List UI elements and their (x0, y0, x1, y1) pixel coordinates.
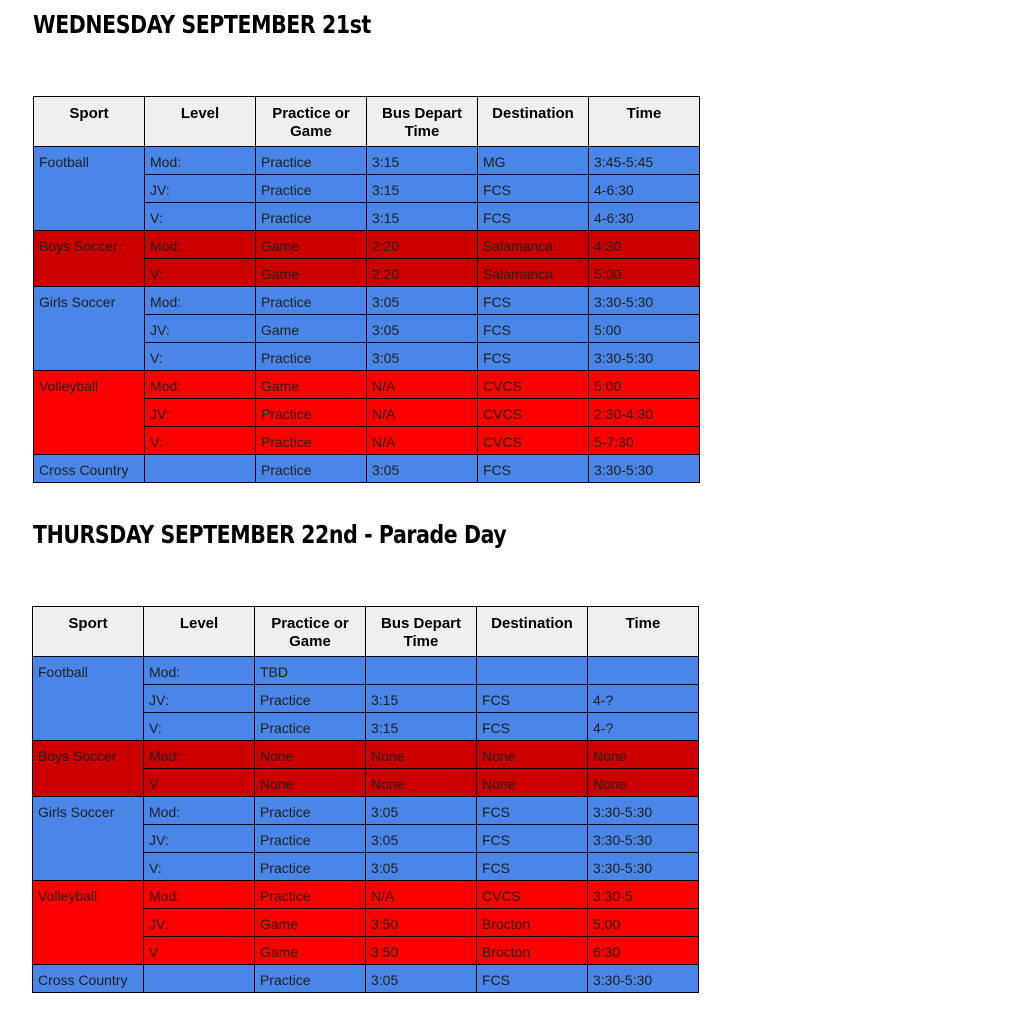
bus-cell: 3:50 (366, 937, 477, 965)
level-cell: Mod: (144, 741, 255, 769)
sport-cell: Girls Soccer (33, 797, 144, 881)
destination-cell: FCS (478, 287, 589, 315)
header-time: Time (588, 607, 699, 657)
time-cell: 3:30-5:30 (589, 455, 700, 483)
bus-cell: N/A (367, 427, 478, 455)
bus-cell: N/A (367, 399, 478, 427)
destination-cell: CVCS (478, 371, 589, 399)
destination-cell: CVCS (478, 399, 589, 427)
table-row (34, 371, 700, 399)
destination-cell: None (477, 769, 588, 797)
header-level: Level (145, 97, 256, 147)
destination-cell: Salamanca (478, 231, 589, 259)
bus-cell: 2:20 (367, 231, 478, 259)
time-cell: 4-? (588, 713, 699, 741)
type-cell: Practice (256, 147, 367, 175)
table-row (34, 455, 700, 483)
destination-cell: FCS (478, 343, 589, 371)
type-cell: Game (255, 909, 366, 937)
bus-cell: None (366, 741, 477, 769)
time-cell: 4-6:30 (589, 175, 700, 203)
level-cell: Mod: (145, 371, 256, 399)
time-cell: 3:30-5:30 (588, 853, 699, 881)
destination-cell: FCS (477, 965, 588, 993)
time-cell: 3:30-5:30 (588, 965, 699, 993)
bus-cell: 3:05 (366, 853, 477, 881)
level-cell: JV: (145, 315, 256, 343)
type-cell: Practice (255, 713, 366, 741)
table-row (34, 147, 700, 175)
time-cell: 6:30 (588, 937, 699, 965)
destination-cell: FCS (478, 315, 589, 343)
header-sport: Sport (33, 607, 144, 657)
time-cell: 3:45-5:45 (589, 147, 700, 175)
time-cell: 3:30-5:30 (588, 825, 699, 853)
type-cell: Practice (255, 825, 366, 853)
type-cell: Practice (256, 427, 367, 455)
header-practice-or-game: Practice or Game (256, 97, 367, 147)
bus-cell: 3:15 (366, 713, 477, 741)
bus-cell: None (366, 769, 477, 797)
time-cell: 5:00 (589, 371, 700, 399)
level-cell: V: (145, 259, 256, 287)
level-cell: Mod: (145, 287, 256, 315)
type-cell: Game (255, 937, 366, 965)
type-cell: Game (256, 231, 367, 259)
day-title-wednesday: WEDNESDAY SEPTEMBER 21st (33, 10, 371, 39)
level-cell: V: (144, 713, 255, 741)
destination-cell: FCS (477, 825, 588, 853)
bus-cell: 3:05 (366, 965, 477, 993)
bus-cell: 3:05 (367, 287, 478, 315)
time-cell: 2:30-4:30 (589, 399, 700, 427)
time-cell: 5-7:30 (589, 427, 700, 455)
destination-cell: FCS (478, 203, 589, 231)
header-bus-depart-time: Bus Depart Time (367, 97, 478, 147)
destination-cell: FCS (477, 797, 588, 825)
destination-cell: FCS (477, 713, 588, 741)
sport-cell: Cross Country (33, 965, 144, 993)
level-cell: V (144, 769, 255, 797)
time-cell: 3:30-5:30 (589, 287, 700, 315)
header-level: Level (144, 607, 255, 657)
destination-cell: FCS (478, 175, 589, 203)
type-cell: Practice (256, 399, 367, 427)
destination-cell: CVCS (477, 881, 588, 909)
level-cell: Mod: (145, 147, 256, 175)
table-row (33, 965, 699, 993)
destination-cell: FCS (477, 685, 588, 713)
bus-cell: 3:15 (367, 175, 478, 203)
sport-cell: Boys Soccer (33, 741, 144, 797)
header-sport: Sport (34, 97, 145, 147)
table-header-row (33, 607, 699, 657)
bus-cell: 3:05 (366, 797, 477, 825)
table-header-row (34, 97, 700, 147)
table-row (33, 881, 699, 909)
time-cell: 4-6:30 (589, 203, 700, 231)
level-cell: Mod: (144, 881, 255, 909)
level-cell (144, 965, 255, 993)
destination-cell: MG (478, 147, 589, 175)
level-cell: Mod: (144, 797, 255, 825)
time-cell: 4-? (588, 685, 699, 713)
schedule-table-thursday (32, 606, 699, 993)
bus-cell: 3:50 (366, 909, 477, 937)
bus-cell: 3:05 (367, 315, 478, 343)
table-row (33, 657, 699, 685)
destination-cell: FCS (477, 853, 588, 881)
sport-cell: Football (34, 147, 145, 231)
type-cell: Practice (256, 175, 367, 203)
level-cell: V: (145, 343, 256, 371)
schedule-table-wednesday (33, 96, 700, 483)
table-row (33, 797, 699, 825)
sport-cell: Girls Soccer (34, 287, 145, 371)
day-title-thursday: THURSDAY SEPTEMBER 22nd - Parade Day (33, 520, 507, 549)
level-cell (145, 455, 256, 483)
header-destination: Destination (477, 607, 588, 657)
level-cell: V: (144, 853, 255, 881)
type-cell: Practice (256, 343, 367, 371)
bus-cell (366, 657, 477, 685)
destination-cell (477, 657, 588, 685)
level-cell: V: (145, 203, 256, 231)
table-row (34, 287, 700, 315)
type-cell: Practice (255, 797, 366, 825)
destination-cell: FCS (478, 455, 589, 483)
sport-cell: Cross Country (34, 455, 145, 483)
level-cell: Mod: (145, 231, 256, 259)
table-row (34, 231, 700, 259)
header-bus-depart-time: Bus Depart Time (366, 607, 477, 657)
time-cell: 5:00 (589, 259, 700, 287)
sport-cell: Volleyball (34, 371, 145, 455)
time-cell: 3:30-5 (588, 881, 699, 909)
bus-cell: N/A (367, 371, 478, 399)
time-cell: 4:30 (589, 231, 700, 259)
type-cell: Game (256, 371, 367, 399)
bus-cell: 3:05 (367, 455, 478, 483)
bus-cell: 3:05 (366, 825, 477, 853)
header-time: Time (589, 97, 700, 147)
destination-cell: Brocton (477, 937, 588, 965)
sport-cell: Football (33, 657, 144, 741)
type-cell: Practice (256, 203, 367, 231)
type-cell: None (255, 741, 366, 769)
time-cell (588, 657, 699, 685)
type-cell: None (255, 769, 366, 797)
destination-cell: CVCS (478, 427, 589, 455)
level-cell: JV: (145, 399, 256, 427)
type-cell: Practice (255, 853, 366, 881)
level-cell: JV: (144, 825, 255, 853)
level-cell: V: (145, 427, 256, 455)
destination-cell: Salamanca (478, 259, 589, 287)
type-cell: Practice (255, 685, 366, 713)
level-cell: JV: (144, 909, 255, 937)
type-cell: Practice (255, 965, 366, 993)
level-cell: V (144, 937, 255, 965)
destination-cell: None (477, 741, 588, 769)
time-cell: None (588, 741, 699, 769)
time-cell: 5:00 (589, 315, 700, 343)
time-cell: 3:30-5:30 (588, 797, 699, 825)
destination-cell: Brocton (477, 909, 588, 937)
type-cell: Game (256, 315, 367, 343)
bus-cell: 3:05 (367, 343, 478, 371)
time-cell: None (588, 769, 699, 797)
type-cell: Game (256, 259, 367, 287)
bus-cell: 3:15 (367, 147, 478, 175)
header-destination: Destination (478, 97, 589, 147)
bus-cell: 3:15 (366, 685, 477, 713)
level-cell: JV: (144, 685, 255, 713)
level-cell: Mod: (144, 657, 255, 685)
time-cell: 3:30-5:30 (589, 343, 700, 371)
sport-cell: Boys Soccer (34, 231, 145, 287)
bus-cell: N/A (366, 881, 477, 909)
type-cell: TBD (255, 657, 366, 685)
time-cell: 5:00 (588, 909, 699, 937)
table-row (33, 741, 699, 769)
level-cell: JV: (145, 175, 256, 203)
bus-cell: 2:20 (367, 259, 478, 287)
type-cell: Practice (256, 455, 367, 483)
bus-cell: 3:15 (367, 203, 478, 231)
type-cell: Practice (256, 287, 367, 315)
header-practice-or-game: Practice or Game (255, 607, 366, 657)
type-cell: Practice (255, 881, 366, 909)
sport-cell: Volleyball (33, 881, 144, 965)
